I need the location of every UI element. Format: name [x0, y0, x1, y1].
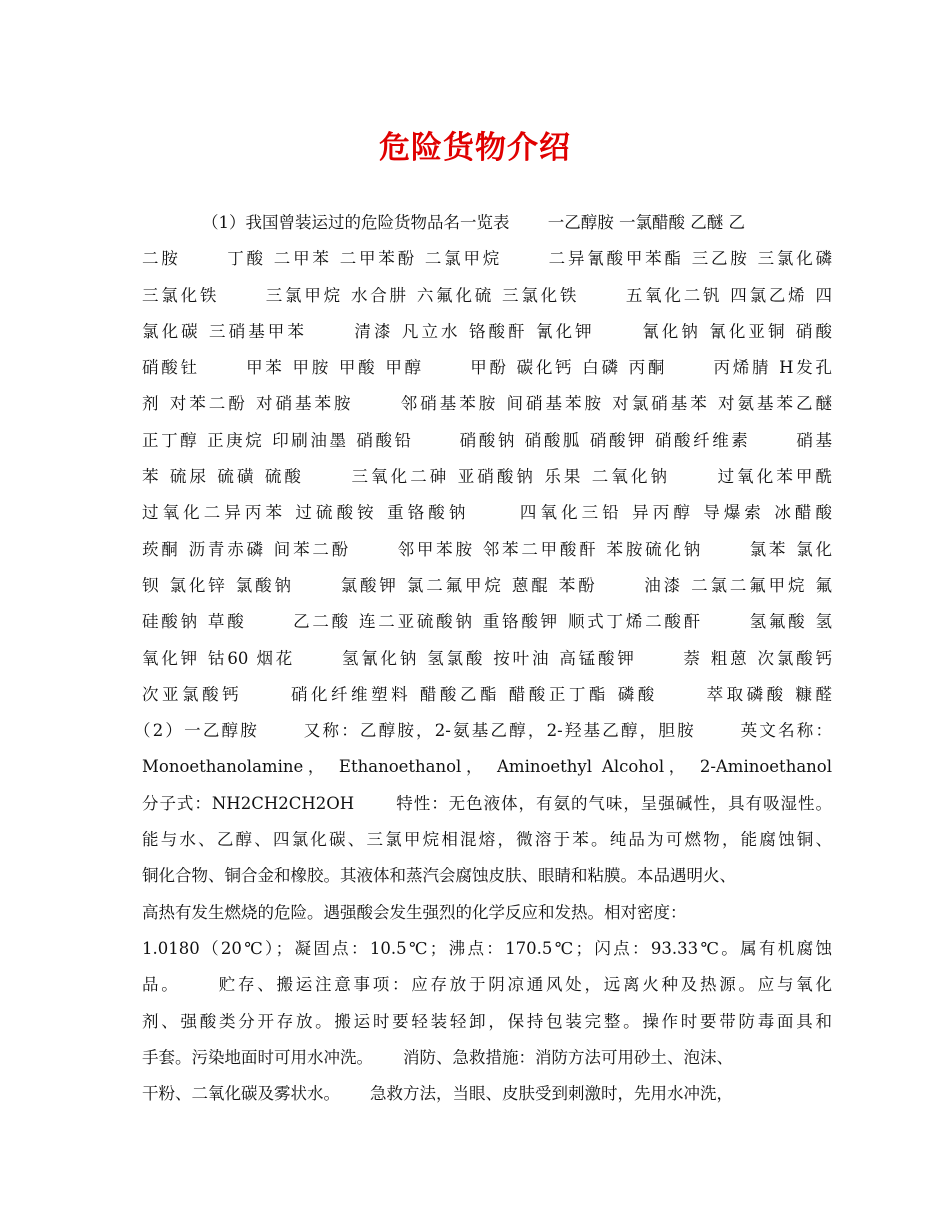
- text-line: 次亚氯酸钙 硝化纤维塑料 醋酸乙酯 醋酸正丁酯 磷酸 萃取磷酸 糠醛: [142, 684, 832, 704]
- text-line: 三氯化铁 三氯甲烷 水合肼 六氟化硫 三氯化铁 五氧化二钒 四氯乙烯 四: [142, 285, 832, 305]
- document-title: 危险货物介绍: [379, 130, 571, 166]
- text-line: 硝酸钍 甲苯 甲胺 甲酸 甲醇 甲酚 碳化钙 白磷 丙酮 丙烯腈 H发孔: [142, 358, 832, 378]
- text-line: 手套。污染地面时可用水冲洗。 消防、急救措施：消防方法可用砂土、泡沫、: [142, 1047, 733, 1067]
- text-line: 氧化钾 钴60 烟花 氢氰化钠 氢氯酸 按叶油 高锰酸钾 萘 粗蒽 次氯酸钙: [142, 648, 832, 668]
- text-line: 莰酮 沥青赤磷 间苯二酚 邻甲苯胺 邻苯二甲酸酐 苯胺硫化钠 氯苯 氯化: [142, 539, 832, 559]
- document-body: [134, 205, 832, 1112]
- text-line: （2）一乙醇胺 又称：乙醇胺，2-氨基乙醇，2-羟基乙醇，胆胺 英文名称：: [134, 721, 832, 741]
- text-line: 剂、强酸类分开存放。搬运时要轻装轻卸，保持包装完整。操作时要带防毒面具和: [142, 1011, 832, 1031]
- text-line: 品。 贮存、搬运注意事项：应存放于阴凉通风处，远离火种及热源。应与氧化: [142, 975, 832, 995]
- text-line: 正丁醇 正庚烷 印刷油墨 硝酸铅 硝酸钠 硝酸胍 硝酸钾 硝酸纤维素 硝基: [142, 430, 832, 450]
- text-line: 苯 硫尿 硫磺 硫酸 三氧化二砷 亚硝酸钠 乐果 二氧化钠 过氧化苯甲酰: [142, 467, 832, 487]
- text-line: 剂 对苯二酚 对硝基苯胺 邻硝基苯胺 间硝基苯胺 对氯硝基苯 对氨基苯乙醚: [142, 394, 832, 414]
- text-line: 高热有发生燃烧的危险。遇强酸会发生强烈的化学反应和发热。相对密度：: [142, 902, 687, 922]
- text-line: 氯化碳 三硝基甲苯 清漆 凡立水 铬酸酐 氰化钾 氰化钠 氰化亚铜 硝酸: [142, 321, 832, 341]
- text-line: 硅酸钠 草酸 乙二酸 连二亚硫酸钠 重铬酸钾 顺式丁烯二酸酐 氢氟酸 氢: [142, 612, 832, 632]
- text-line: 铜化合物、铜合金和橡胶。其液体和蒸汽会腐蚀皮肤、眼睛和粘膜。本品遇明火、: [142, 866, 736, 886]
- text-line: 能与水、乙醇、四氯化碳、三氯甲烷相混熔，微溶于苯。纯品为可燃物，能腐蚀铜、: [142, 830, 832, 850]
- text-line: 干粉、二氧化碳及雾状水。 急救方法，当眼、皮肤受到刺激时，先用水冲洗，: [142, 1084, 733, 1104]
- text-line: 过氧化二异丙苯 过硫酸铵 重铬酸钠 四氧化三铅 异丙醇 导爆索 冰醋酸: [142, 503, 832, 523]
- text-line: 钡 氯化锌 氯酸钠 氯酸钾 氯二氟甲烷 蒽醌 苯酚 油漆 二氯二氟甲烷 氟: [142, 575, 832, 595]
- text-line: 分子式：NH2CH2CH2OH 特性：无色液体，有氨的气味，呈强碱性，具有吸湿性。: [142, 793, 832, 813]
- text-line: 1.0180（20℃）；凝固点：10.5℃；沸点：170.5℃；闪点：93.33℃。属有机腐蚀: [142, 938, 832, 958]
- text-line: 二胺 丁酸 二甲苯 二甲苯酚 二氯甲烷 二异氰酸甲苯酯 三乙胺 三氯化磷: [142, 249, 832, 269]
- text-line: （1）我国曾装运过的危险货物品名一览表 一乙醇胺 一氯醋酸 乙醚 乙: [202, 213, 745, 232]
- text-line: Monoethanolamine， Ethanoethanol， Aminoethyl Alcohol， 2-Aminoethanol: [142, 757, 832, 777]
